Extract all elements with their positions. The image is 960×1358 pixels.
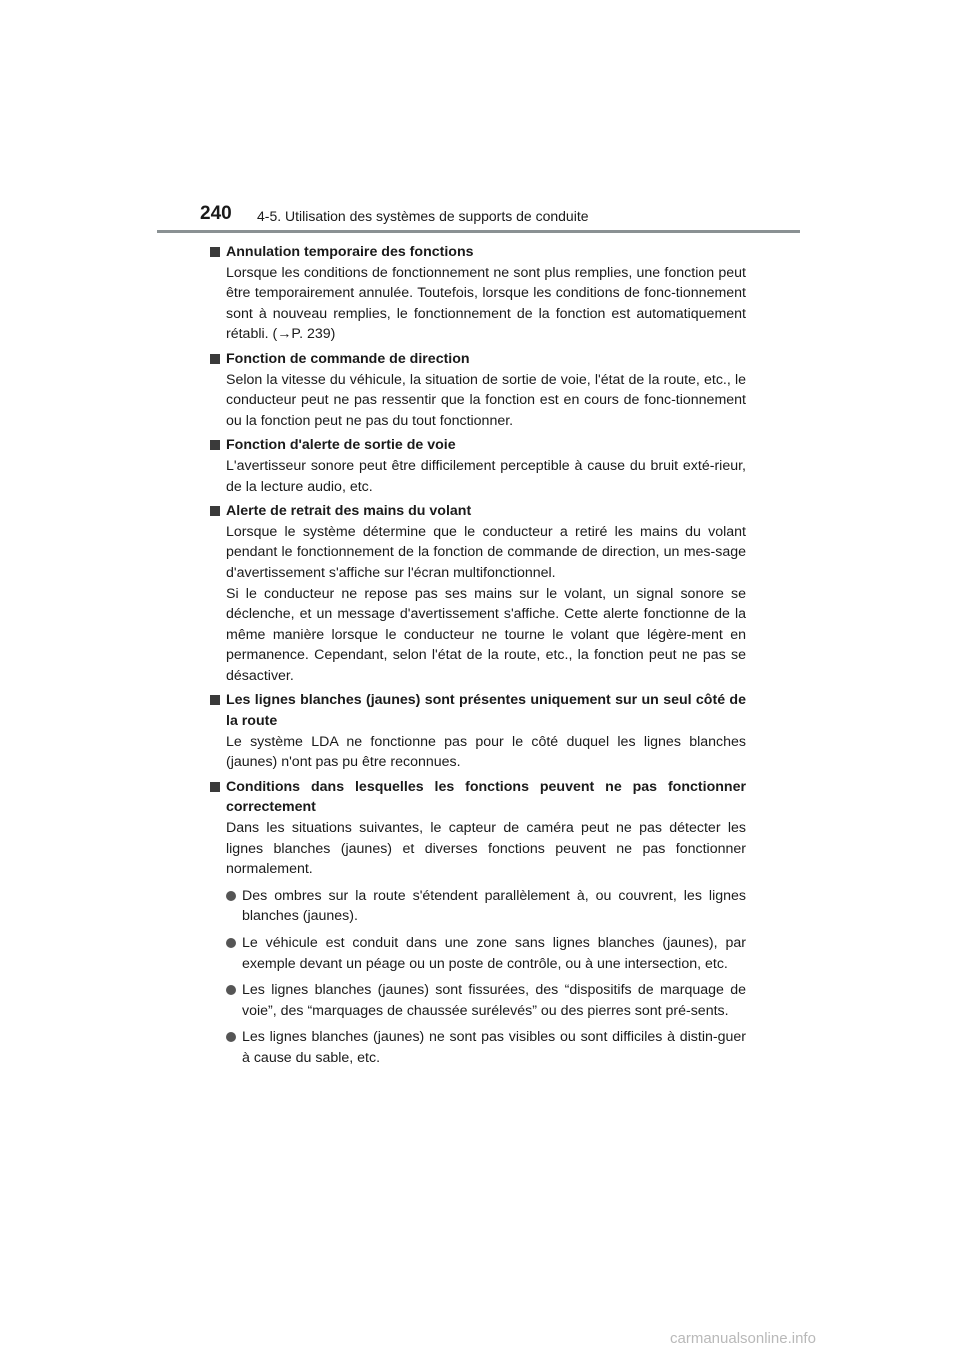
section-retrait-mains (210, 501, 746, 686)
chapter-title: 4-5. Utilisation des systèmes de supports de conduite (257, 208, 589, 224)
watermark: carmanualsonline.info (670, 1330, 816, 1347)
section-title: Annulation temporaire des fonctions (226, 244, 474, 260)
list-item (210, 886, 746, 927)
list-item (210, 933, 746, 974)
list-item-text: Les lignes blanches (jaunes) sont fissurées, des “dispositifs de marquage de voie”, des “marquages de chaussée surélevés” ou des pierres sont pré-sents. (242, 982, 746, 1019)
section-title: Les lignes blanches (jaunes) sont présentes uniquement sur un seul côté de la route (226, 692, 746, 730)
paragraph: Lorsque le système détermine que le conducteur a retiré les mains du volant pendant le fonctionnement de la fonction de commande de direction, un mes-sage d'avertissement s'affiche sur l'écran multifonctionnel. (226, 523, 746, 581)
bullet-list (210, 886, 746, 1069)
section-conditions (210, 777, 746, 1069)
paragraph: L'avertisseur sonore peut être difficilement perceptible à cause du bruit exté-rieur, de la lecture audio, etc. (226, 457, 746, 495)
section-square-icon (210, 695, 220, 705)
section-title: Fonction de commande de direction (226, 350, 470, 367)
list-item-text: Les lignes blanches (jaunes) ne sont pas visibles ou sont difficiles à distin-guer à cause du sable, etc. (242, 1029, 746, 1066)
paragraph: Si le conducteur ne repose pas ses mains sur le volant, un signal sonore se déclenche, et un message d'avertissement s'affiche. Cette alerte fonctionne de la même manière lorsque le conducteur ne tourne le volant que légère-ment en permanence. Cependant, selon l'état de la route, etc., la fonction peut ne pas se désactiver. (226, 585, 746, 684)
bullet-dot-icon (226, 985, 236, 995)
section-title: Fonction d'alerte de sortie de voie (226, 437, 456, 454)
section-commande-direction (210, 349, 746, 431)
section-lignes-un-cote (210, 690, 746, 772)
list-item (210, 1027, 746, 1068)
section-annulation (210, 242, 746, 345)
bullet-dot-icon (226, 891, 236, 901)
list-item-text: Le véhicule est conduit dans une zone sans lignes blanches (jaunes), par exemple devant un péage ou un poste de contrôle, ou à une intersection, etc. (242, 935, 746, 972)
paragraph: Dans les situations suivantes, le capteur de caméra peut ne pas détecter les lignes blanches (jaunes) et diverses fonctions peuvent ne pas fonctionner normalement. (226, 820, 746, 878)
section-square-icon (210, 782, 220, 792)
section-square-icon (210, 440, 220, 450)
paragraph: Lorsque les conditions de fonctionnement ne sont plus remplies, une fonction peut être temporairement annulée. Toutefois, lorsque les conditions de fonc-tionnement sont à nouveau remplies, le fonctionnement de la fonction est automatiquement rétabli. (→P. 239) (226, 264, 746, 343)
section-square-icon (210, 506, 220, 516)
list-item (210, 980, 746, 1021)
list-item-text: Des ombres sur la route s'étendent parallèlement à, ou couvrent, les lignes blanches (jaunes). (242, 887, 746, 925)
paragraph: Selon la vitesse du véhicule, la situation de sortie de voie, l'état de la route, etc., le conducteur peut ne pas ressentir que la fonction est en cours de fonc-tionnement ou la fonction peut ne pas du tout fonctionner. (226, 371, 746, 429)
section-square-icon (210, 247, 220, 257)
page-number: 240 (200, 203, 232, 224)
header-divider (157, 230, 800, 233)
paragraph: Le système LDA ne fonctionne pas pour le côté duquel les lignes blanches (jaunes) n'ont pas pu être reconnues. (226, 733, 746, 771)
page-body (210, 242, 746, 1075)
section-title: Alerte de retrait des mains du volant (226, 503, 472, 520)
section-alerte-sortie-voie (210, 435, 746, 497)
section-square-icon (210, 354, 220, 364)
bullet-dot-icon (226, 1032, 236, 1042)
bullet-dot-icon (226, 938, 236, 948)
section-title: Conditions dans lesquelles les fonctions peuvent ne pas fonctionner correctement (226, 778, 746, 816)
